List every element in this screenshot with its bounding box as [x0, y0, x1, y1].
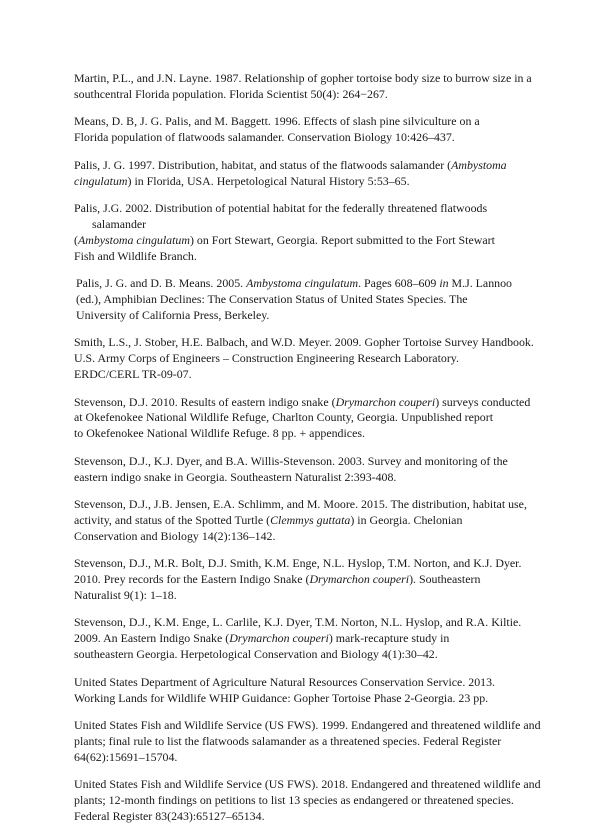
reference-text: ). Southeastern — [409, 572, 481, 587]
reference-line — [74, 793, 544, 809]
reference-text: Palis, J.G. 2002. Distribution of potential habitat for the federally threatened flatwoods salamander — [74, 200, 488, 231]
italic-text: Drymarchon couperi — [309, 572, 410, 587]
reference-line — [74, 86, 544, 103]
reference-line — [74, 157, 544, 174]
reference-entry — [74, 276, 544, 324]
reference-text: activity, and status of the Spotted Turtle ( — [74, 512, 271, 527]
reference-text: Florida population of flatwoods salamander. Conservation Biology 10:426–437. — [74, 130, 455, 145]
reference-text: ) in Georgia. Chelonian — [350, 512, 463, 527]
reference-entry — [74, 454, 544, 486]
reference-text: Palis, J. G. 1997. Distribution, habitat, and status of the flatwoods salamander ( — [74, 157, 452, 172]
italic-text: Drymarchon couperi — [229, 631, 329, 646]
reference-line — [76, 276, 544, 292]
reference-text: Palis, J. G. and D. B. Means. 2005. — [76, 276, 247, 291]
italic-text: Ambystoma cingulatum — [77, 232, 190, 247]
italic-text: in — [439, 276, 449, 291]
reference-line — [74, 351, 544, 367]
reference-text: Stevenson, D.J., K.M. Enge, L. Carlile, K.J. Dyer, T.M. Norton, N.L. Hyslop, and R.A. Kiltie. — [74, 615, 522, 630]
reference-line — [76, 307, 544, 324]
reference-text: University of California Press, Berkeley. — [76, 307, 270, 322]
reference-line — [74, 426, 544, 442]
reference-text: Stevenson, D.J., M.R. Bolt, D.J. Smith, K.M. Enge, N.L. Hyslop, T.M. Norton, and K.J. Dyer. — [74, 556, 522, 571]
reference-text: ( — [74, 232, 78, 247]
reference-text: ) on Fort Stewart, Georgia. Report submitted to the Fort Stewart — [189, 232, 495, 247]
reference-line — [74, 410, 544, 426]
reference-line — [74, 733, 544, 750]
reference-text: . Pages 608–609 — [358, 276, 440, 291]
reference-entry — [74, 395, 544, 443]
reference-text: Stevenson, D.J., K.J. Dyer, and B.A. Willis-Stevenson. 2003. Survey and monitoring of the — [74, 453, 508, 468]
reference-line — [74, 71, 544, 87]
reference-text: at Okefenokee National Wildlife Refuge, Charlton County, Georgia. Unpublished report — [74, 410, 493, 425]
reference-line — [74, 130, 544, 146]
reference-text: United States Department of Agriculture Natural Resources Conservation Service. 2013. — [74, 674, 496, 689]
reference-line — [74, 674, 544, 691]
reference-list — [74, 71, 544, 836]
reference-text: Federal Register 83(243):65127–65134. — [74, 809, 265, 824]
reference-text: ) surveys conducted — [435, 394, 531, 409]
reference-text: U.S. Army Corps of Engineers – Construction Engineering Research Laboratory. — [74, 351, 459, 366]
italic-text: Drymarchon couperi — [335, 394, 436, 409]
reference-text: plants; final rule to list the flatwoods salamander as a threatened species. Federal Register — [74, 733, 502, 748]
reference-text: ERDC/CERL TR-09-07. — [74, 367, 192, 382]
reference-line — [74, 588, 544, 604]
reference-text: 2009. An Eastern Indigo Snake ( — [74, 631, 230, 646]
reference-line — [74, 718, 544, 734]
reference-text: Martin, P.L., and J.N. Layne. 1987. Relationship of gopher tortoise body size to burrow size in a — [74, 71, 532, 85]
reference-text: M.J. Lannoo — [448, 276, 512, 291]
reference-text: southcentral Florida population. Florida Scientist 50(4): 264−267. — [74, 86, 388, 101]
reference-line — [74, 114, 544, 130]
reference-entry — [74, 615, 544, 663]
reference-line — [74, 394, 544, 411]
reference-entry — [74, 497, 544, 545]
italic-text: Ambystoma — [451, 157, 507, 172]
reference-text: 64(62):15691–15704. — [74, 749, 178, 764]
reference-line — [74, 777, 544, 793]
reference-line — [74, 690, 544, 707]
reference-entry — [74, 556, 544, 604]
reference-text: United States Fish and Wildlife Service (US FWS). 1999. Endangered and threatened wildlife and — [74, 718, 541, 732]
reference-text: Conservation and Biology 14(2):136–142. — [74, 528, 276, 543]
italic-text: Ambystoma cingulatum — [246, 276, 359, 291]
reference-text: United States Fish and Wildlife Service (US FWS). 2018. Endangered and threatened wildlife and — [74, 777, 541, 792]
reference-entry — [74, 201, 544, 265]
reference-line — [74, 200, 544, 233]
reference-line — [74, 367, 544, 383]
reference-entry — [74, 335, 544, 383]
reference-entry — [74, 777, 544, 825]
reference-line — [74, 512, 544, 529]
reference-text: Smith, L.S., J. Stober, H.E. Balbach, and W.D. Meyer. 2009. Gopher Tortoise Survey Handbook. — [74, 335, 534, 350]
italic-text: cingulatum — [74, 173, 128, 188]
reference-line — [74, 749, 544, 766]
reference-entry — [74, 158, 544, 190]
reference-entry — [74, 114, 544, 146]
reference-line — [74, 469, 544, 486]
reference-text: Means, D. B, J. G. Palis, and M. Baggett. 1996. Effects of slash pine silviculture on a — [74, 114, 480, 129]
reference-line — [74, 528, 544, 545]
reference-line — [74, 453, 544, 470]
reference-line — [74, 497, 544, 513]
reference-line — [74, 248, 544, 265]
reference-line — [74, 232, 544, 249]
reference-text: 2010. Prey records for the Eastern Indigo Snake ( — [74, 572, 310, 587]
reference-text: Stevenson, D.J. 2010. Results of eastern indigo snake ( — [74, 394, 336, 409]
reference-line — [74, 647, 544, 663]
reference-line — [74, 173, 544, 190]
reference-line — [76, 291, 544, 308]
reference-entry — [74, 718, 544, 766]
reference-text: Stevenson, D.J., J.B. Jensen, E.A. Schlimm, and M. Moore. 2015. The distribution, habitat use, — [74, 497, 527, 512]
reference-text: Working Lands for Wildlife WHIP Guidance: Gopher Tortoise Phase 2-Georgia. 23 pp. — [74, 690, 489, 705]
reference-text: (ed.), Amphibian Declines: The Conservation Status of United States Species. The — [76, 291, 468, 306]
reference-text: ) mark-recapture study in — [328, 631, 450, 646]
reference-line — [74, 572, 544, 588]
italic-text: Clemmys guttata — [270, 512, 351, 527]
reference-entry — [74, 675, 544, 707]
reference-text: Naturalist 9(1): 1–18. — [74, 588, 177, 603]
reference-entry — [74, 71, 544, 103]
reference-line — [74, 809, 544, 825]
reference-line — [74, 615, 544, 631]
reference-text: to Okefenokee National Wildlife Refuge. 8 pp. + appendices. — [74, 426, 365, 441]
reference-line — [74, 335, 544, 351]
reference-line — [74, 556, 544, 572]
reference-text: ) in Florida, USA. Herpetological Natural History 5:53–65. — [127, 173, 410, 188]
reference-text: eastern indigo snake in Georgia. Southeastern Naturalist 2:393-408. — [74, 469, 397, 484]
reference-text: plants; 12-month findings on petitions to list 13 species as endangered or threatened species. — [74, 793, 514, 808]
reference-text: Fish and Wildlife Branch. — [74, 248, 197, 263]
reference-line — [74, 631, 544, 647]
reference-text: southeastern Georgia. Herpetological Conservation and Biology 4(1):30–42. — [74, 647, 438, 662]
